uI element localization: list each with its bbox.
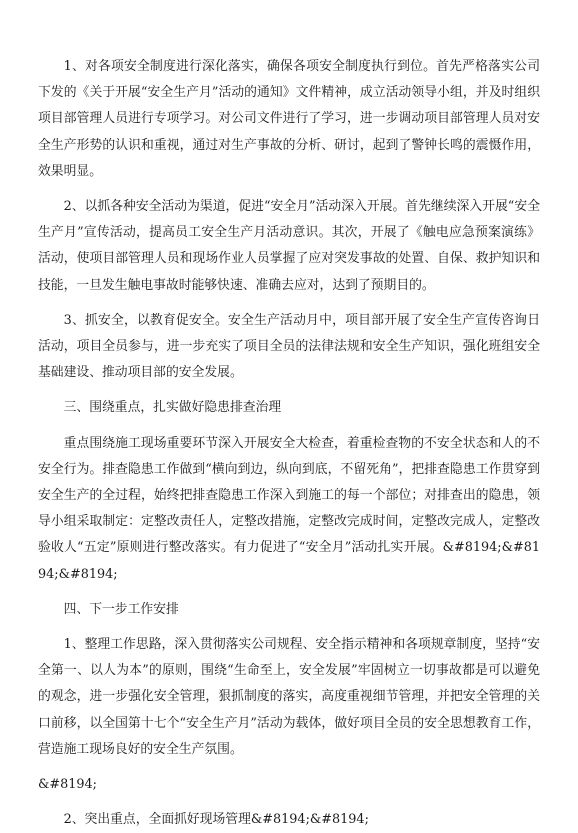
- paragraph-1: 1、对各项安全制度进行深化落实，确保各项安全制度执行到位。首先严格落实公司下发的《关于开展“安全生产月”活动的通知》文件精神，成立活动领导小组，并及时组织项目部管理人员进行专项学习。对公司文件进行了学习，进一步调动项目部管理人员对安全生产形势的认识和重视，通过对生产事故的分析、研讨，起到了警钟长鸣的震慑作用，效果明显。: [38, 59, 540, 179]
- paragraph-3: 3、抓安全，以教育促安全。安全生产活动月中，项目部开展了安全生产宣传咨询日活动，项目全员参与，进一步充实了项目全员的法律法规和安全生产知识，强化班组安全基础建设、推动项目部的安全发展。: [38, 312, 540, 381]
- section-heading-4: 四、下一步工作安排: [63, 601, 179, 617]
- paragraph-5: 1、整理工作思路，深入贯彻落实公司规程、安全指示精神和各项规章制度，坚持“安全第一、以人为本”的原则，围绕“生命至上，安全发展”牢固树立一切事故都是可以避免的观念，进一步强化安全管理，狠抓制度的落实，高度重视细节管理，并把安全管理的关口前移，以全国第十七个“安全生产月”活动为载体，做好项目全员的安全思想教育工作，营造施工现场良好的安全生产氛围。: [38, 637, 540, 757]
- paragraph-2: 2、以抓各种安全活动为渠道，促进“安全月”活动深入开展。首先继续深入开展“安全生产月”宣传活动，提高员工安全生产月活动意识。其次，开展了《触电应急预案演练》活动，使项目部管理人员和现场作业人员掌握了应对突发事故的处置、自保、救护知识和技能，一旦发生触电事故时能够快速、准确去应对，达到了预期目的。: [38, 199, 540, 293]
- section-heading-3: 三、围绕重点，扎实做好隐患排查治理: [63, 400, 282, 416]
- paragraph-6: 2、突出重点，全面抓好现场管理&#8194;&#8194;: [63, 812, 369, 828]
- paragraph-entity-line: &#8194;: [38, 777, 97, 793]
- paragraph-4: 重点围绕施工现场重要环节深入开展安全大检查，着重检查物的不安全状态和人的不安全行为。排查隐患工作做到“横向到边，纵向到底，不留死角”，把排查隐患工作贯穿到安全生产的全过程，始终把排查隐患工作深入到施工的每一个部位；对排查出的隐患，领导小组采取制定：定整改责任人，定整改措施，定整改完成时间，定整改完成人，定整改验收人“五定”原则进行整改落实。有力促进了“安全月”活动扎实开展。&#8194;&#8194;&#8194;: [38, 435, 540, 582]
